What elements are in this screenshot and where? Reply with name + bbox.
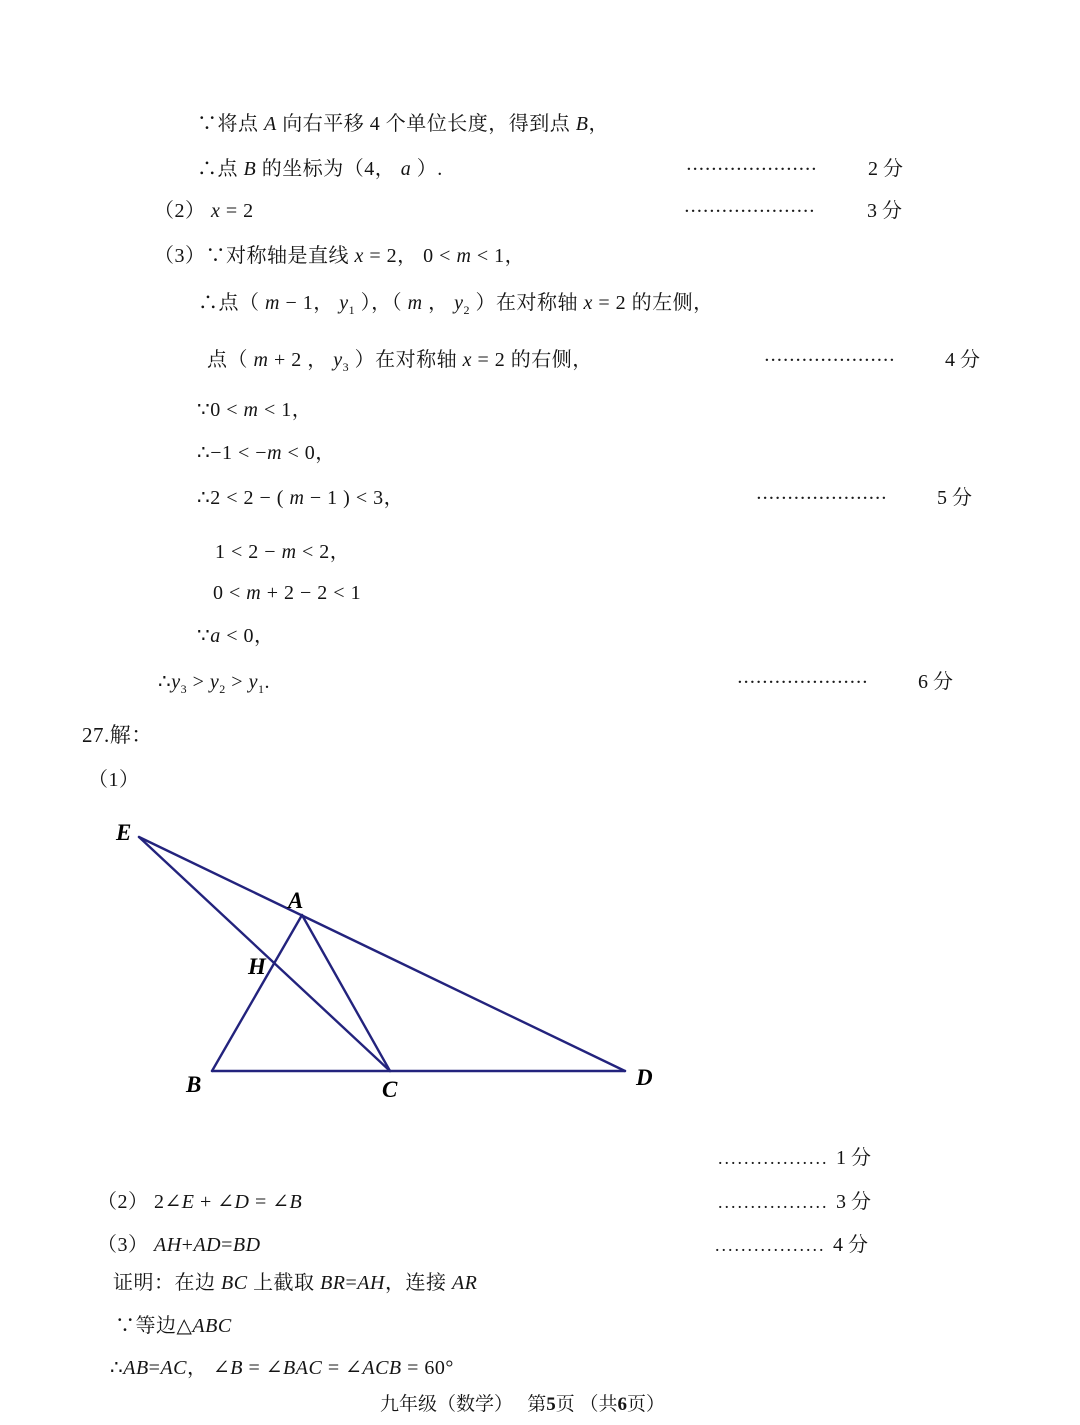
question-27-heading: 27.解： (82, 723, 153, 747)
proof-construction-line: 证明：在边 BC 上截取 BR=AH，连接 AR (113, 1272, 478, 1294)
dotted-leader: ..................... (685, 200, 817, 216)
vertex-label-e: E (116, 820, 132, 845)
dotted-leader: ..................... (765, 349, 897, 365)
solution-line-premise-translate: ∵将点 A 向右平移 4 个单位长度，得到点 B， (197, 113, 609, 135)
score-mark-4-lower: 4 分 (833, 1234, 868, 1256)
segment-ED (139, 837, 625, 1071)
part-2-answer: （2） 2∠E + ∠D = ∠B (97, 1191, 303, 1213)
score-mark-3-lower: 3 分 (836, 1191, 871, 1213)
solution-line-conclusion-y-order: $\therefore y_3 > y_2 > y_1$. (158, 671, 270, 696)
part-3-answer: （3） AH+AD=BD (97, 1234, 261, 1256)
solution-line-part2-answer: （2） x = 2 (154, 200, 254, 222)
geometry-figure (80, 800, 700, 1120)
solution-line-neg-m-range: ∴−1 < −m < 0， (197, 442, 336, 464)
vertex-label-c: C (382, 1077, 398, 1102)
segment-AB (212, 915, 302, 1071)
vertex-label-b: B (186, 1072, 202, 1097)
solution-line-point-b-coords: ∴点 B 的坐标为（4， a ）. (197, 158, 443, 180)
solution-line-right-side: 点（ m + 2 ， $y_3$ ）在对称轴 x = 2 的右侧， (207, 349, 593, 374)
score-mark-5: 5 分 (937, 487, 972, 509)
solution-line-inequality-3: 1 < 2 − m < 2， (215, 541, 351, 563)
vertex-label-a: A (288, 888, 304, 913)
dotted-leader: ..................... (687, 158, 819, 174)
solution-line-m-range: ∵0 < m < 1， (197, 399, 313, 421)
solution-line-inequality-4: 0 < m + 2 − 2 < 1 (213, 582, 362, 604)
score-mark-4: 4 分 (945, 349, 980, 371)
dotted-leader: ................. (718, 1192, 829, 1212)
score-mark-1-lower: 1 分 (836, 1147, 871, 1169)
score-mark-6: 6 分 (918, 671, 953, 693)
dotted-leader: ..................... (757, 487, 889, 503)
solution-line-a-negative: ∵a < 0， (197, 625, 275, 647)
solution-line-part3-premise: （3）∵对称轴是直线 x = 2， 0 < m < 1， (154, 245, 526, 267)
score-mark-3: 3 分 (867, 200, 902, 222)
segment-AC (302, 915, 390, 1071)
vertex-label-d: D (636, 1065, 653, 1090)
solution-line-inequality-2: ∴2 < 2 − ( m − 1 ) < 3， (197, 487, 405, 509)
dotted-leader: ................. (715, 1235, 826, 1255)
dotted-leader: ................. (718, 1148, 829, 1168)
part-1-label: （1） (88, 769, 140, 791)
proof-angles-line: ∴AB=AC， ∠B = ∠BAC = ∠ACB = 60° (110, 1357, 454, 1379)
vertex-label-h: H (248, 954, 266, 979)
dotted-leader: ..................... (738, 671, 870, 687)
page-footer: 九年级（数学） 第5页 （共6页） (380, 1394, 666, 1415)
score-mark-2: 2 分 (868, 158, 903, 180)
proof-equilateral-line: ∵等边△ABC (115, 1315, 232, 1337)
solution-line-left-side: ∴点（ m − 1， $y_1$ ），（ m ， $y_2$ ）在对称轴 x = 2 的左侧， (198, 292, 714, 317)
